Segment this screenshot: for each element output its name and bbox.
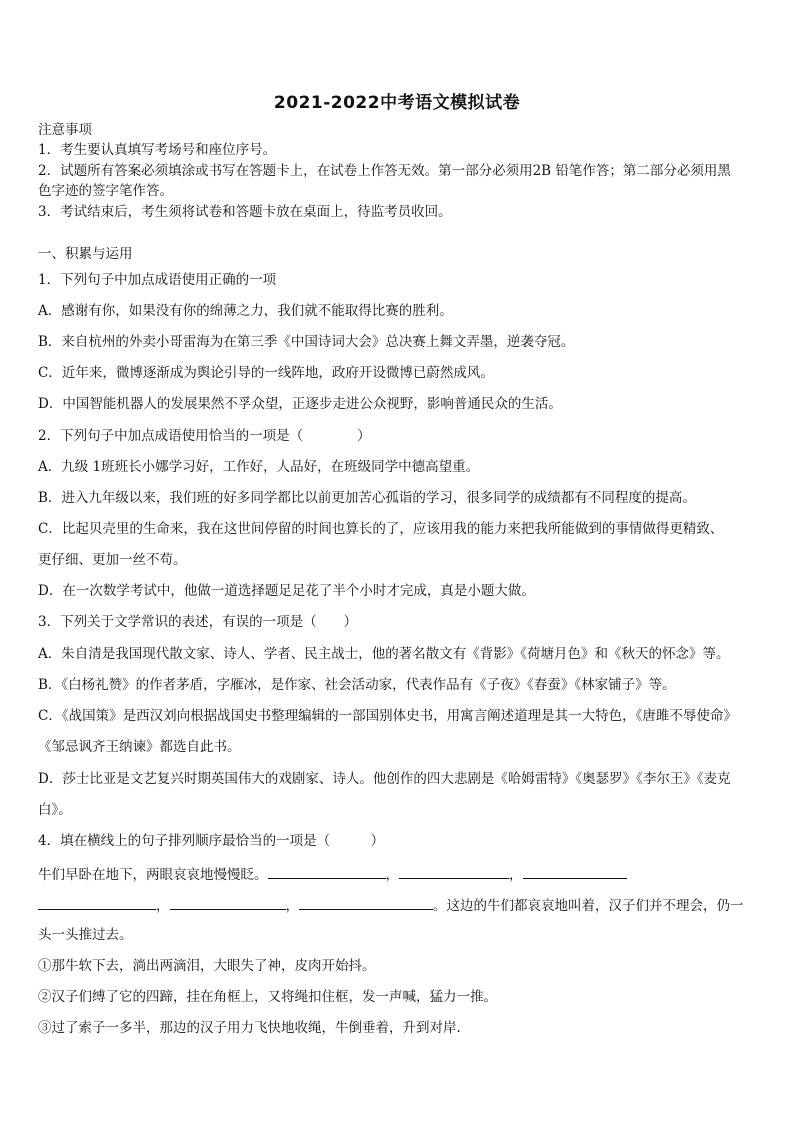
q4-passage-line-1 <box>38 864 760 884</box>
q4-item-3: ③过了索子一多半，那边的汉子用力飞快地收绳，牛倒垂着，升到对岸. <box>38 1020 461 1036</box>
q3-option-d: D．莎士比亚是文艺复兴时期英国伟大的戏剧家、诗人。他创作的四大悲剧是《哈姆雷特》《奥瑟罗》《李尔王》《麦克 <box>38 771 731 787</box>
answer-blank[interactable] <box>299 895 433 910</box>
exam-title: 2021-2022中考语文模拟试卷 <box>273 93 521 113</box>
q2-option-b: B．进入九年级以来，我们班的好多同学都比以前更加苦心孤诣的学习，很多同学的成绩都有不同程度的提高。 <box>38 490 696 506</box>
section-heading: 一、积累与运用 <box>38 246 133 262</box>
answer-blank[interactable] <box>38 895 156 910</box>
q2-option-d: D．在一次数学考试中，他做一道选择题足足花了半个小时才完成，真是小题大做。 <box>38 583 535 599</box>
notice-item: 3．考试结束后，考生须将试卷和答题卡放在桌面上，待监考员收回。 <box>38 204 452 220</box>
q4-passage-line-2 <box>38 895 760 915</box>
q3-option-a: A．朱自清是我国现代散文家、诗人、学者、民主战士，他的著名散文有《背影》《荷塘月色》和《秋天的怀念》等。 <box>38 646 730 662</box>
q3-option-c-cont: 《邹忌讽齐王纳谏》都选自此书。 <box>38 739 241 755</box>
q4-passage-end: 。这边的牛们都哀哀地叫着，汉子们并不理会，仍一 <box>433 898 744 914</box>
notice-heading: 注意事项 <box>38 122 92 138</box>
q3-option-d-cont: 白》。 <box>38 802 72 818</box>
blank-separator: ， <box>156 898 170 914</box>
blank-separator: ， <box>385 867 399 883</box>
q3-option-b: B．《白杨礼赞》的作者茅盾，字雁冰，是作家、社会活动家，代表作品有《子夜》《春蚕》《林家铺子》等。 <box>38 677 676 693</box>
q1-option-a: A．感谢有你，如果没有你的绵薄之力，我们就不能取得比赛的胜利。 <box>38 303 453 319</box>
q4-item-1: ①那牛软下去，淌出两滴泪，大眼失了神，皮肉开始抖。 <box>38 958 376 974</box>
notice-item: 色字迹的签字笔作答。 <box>38 183 173 199</box>
question-stem-4: 4．填在横线上的句子排列顺序最恰当的一项是（ ） <box>38 833 385 849</box>
q4-item-2: ②汉子们缚了它的四蹄，挂在角框上，又将绳扣住框，发一声喊，猛力一推。 <box>38 989 497 1005</box>
q3-option-c: C．《战国策》是西汉刘向根据战国史书整理编辑的一部国别体史书，用寓言阐述道理是其一大特色，《唐雎不辱使命》 <box>38 708 737 724</box>
question-stem-2: 2．下列句子中加点成语使用恰当的一项是（ ） <box>38 428 371 444</box>
q4-passage-start: 牛们早卧在地下，两眼哀哀地慢慢眨。 <box>38 867 268 883</box>
blank-separator: ， <box>509 867 523 883</box>
answer-blank[interactable] <box>399 864 509 879</box>
blank-separator: ， <box>285 898 299 914</box>
answer-blank[interactable] <box>170 895 286 910</box>
q1-option-c: C．近年来，微博逐渐成为舆论引导的一线阵地，政府开设微博已蔚然成风。 <box>38 365 494 381</box>
question-stem-1: 1．下列句子中加点成语使用正确的一项 <box>38 272 277 288</box>
q2-option-c-cont: 更仔细、更加一丝不苟。 <box>38 552 187 568</box>
answer-blank[interactable] <box>523 864 627 879</box>
q2-option-a: A．九级 1班班长小娜学习好，工作好，人品好，在班级同学中德高望重。 <box>38 459 480 475</box>
notice-item: 1．考生要认真填写考场号和座位序号。 <box>38 142 277 158</box>
q1-option-b: B．来自杭州的外卖小哥雷海为在第三季《中国诗词大会》总决赛上舞文弄墨，逆袭夺冠。 <box>38 334 575 350</box>
notice-item: 2．试题所有答案必须填涂或书写在答题卡上，在试卷上作答无效。第一部分必须用2B 铅笔作答；第二部分必须用黑 <box>38 163 731 179</box>
q4-passage-line-3: 头一头推过去。 <box>38 927 133 943</box>
question-stem-3: 3．下列关于文学常识的表述，有误的一项是（ ） <box>38 614 358 630</box>
q2-option-c: C．比起贝壳里的生命来，我在这世间停留的时间也算长的了，应该用我的能力来把我所能做到的事情做得更精致、 <box>38 521 724 537</box>
answer-blank[interactable] <box>268 864 386 879</box>
q1-option-d: D．中国智能机器人的发展果然不孚众望，正逐步走进公众视野，影响普通民众的生活。 <box>38 396 562 412</box>
